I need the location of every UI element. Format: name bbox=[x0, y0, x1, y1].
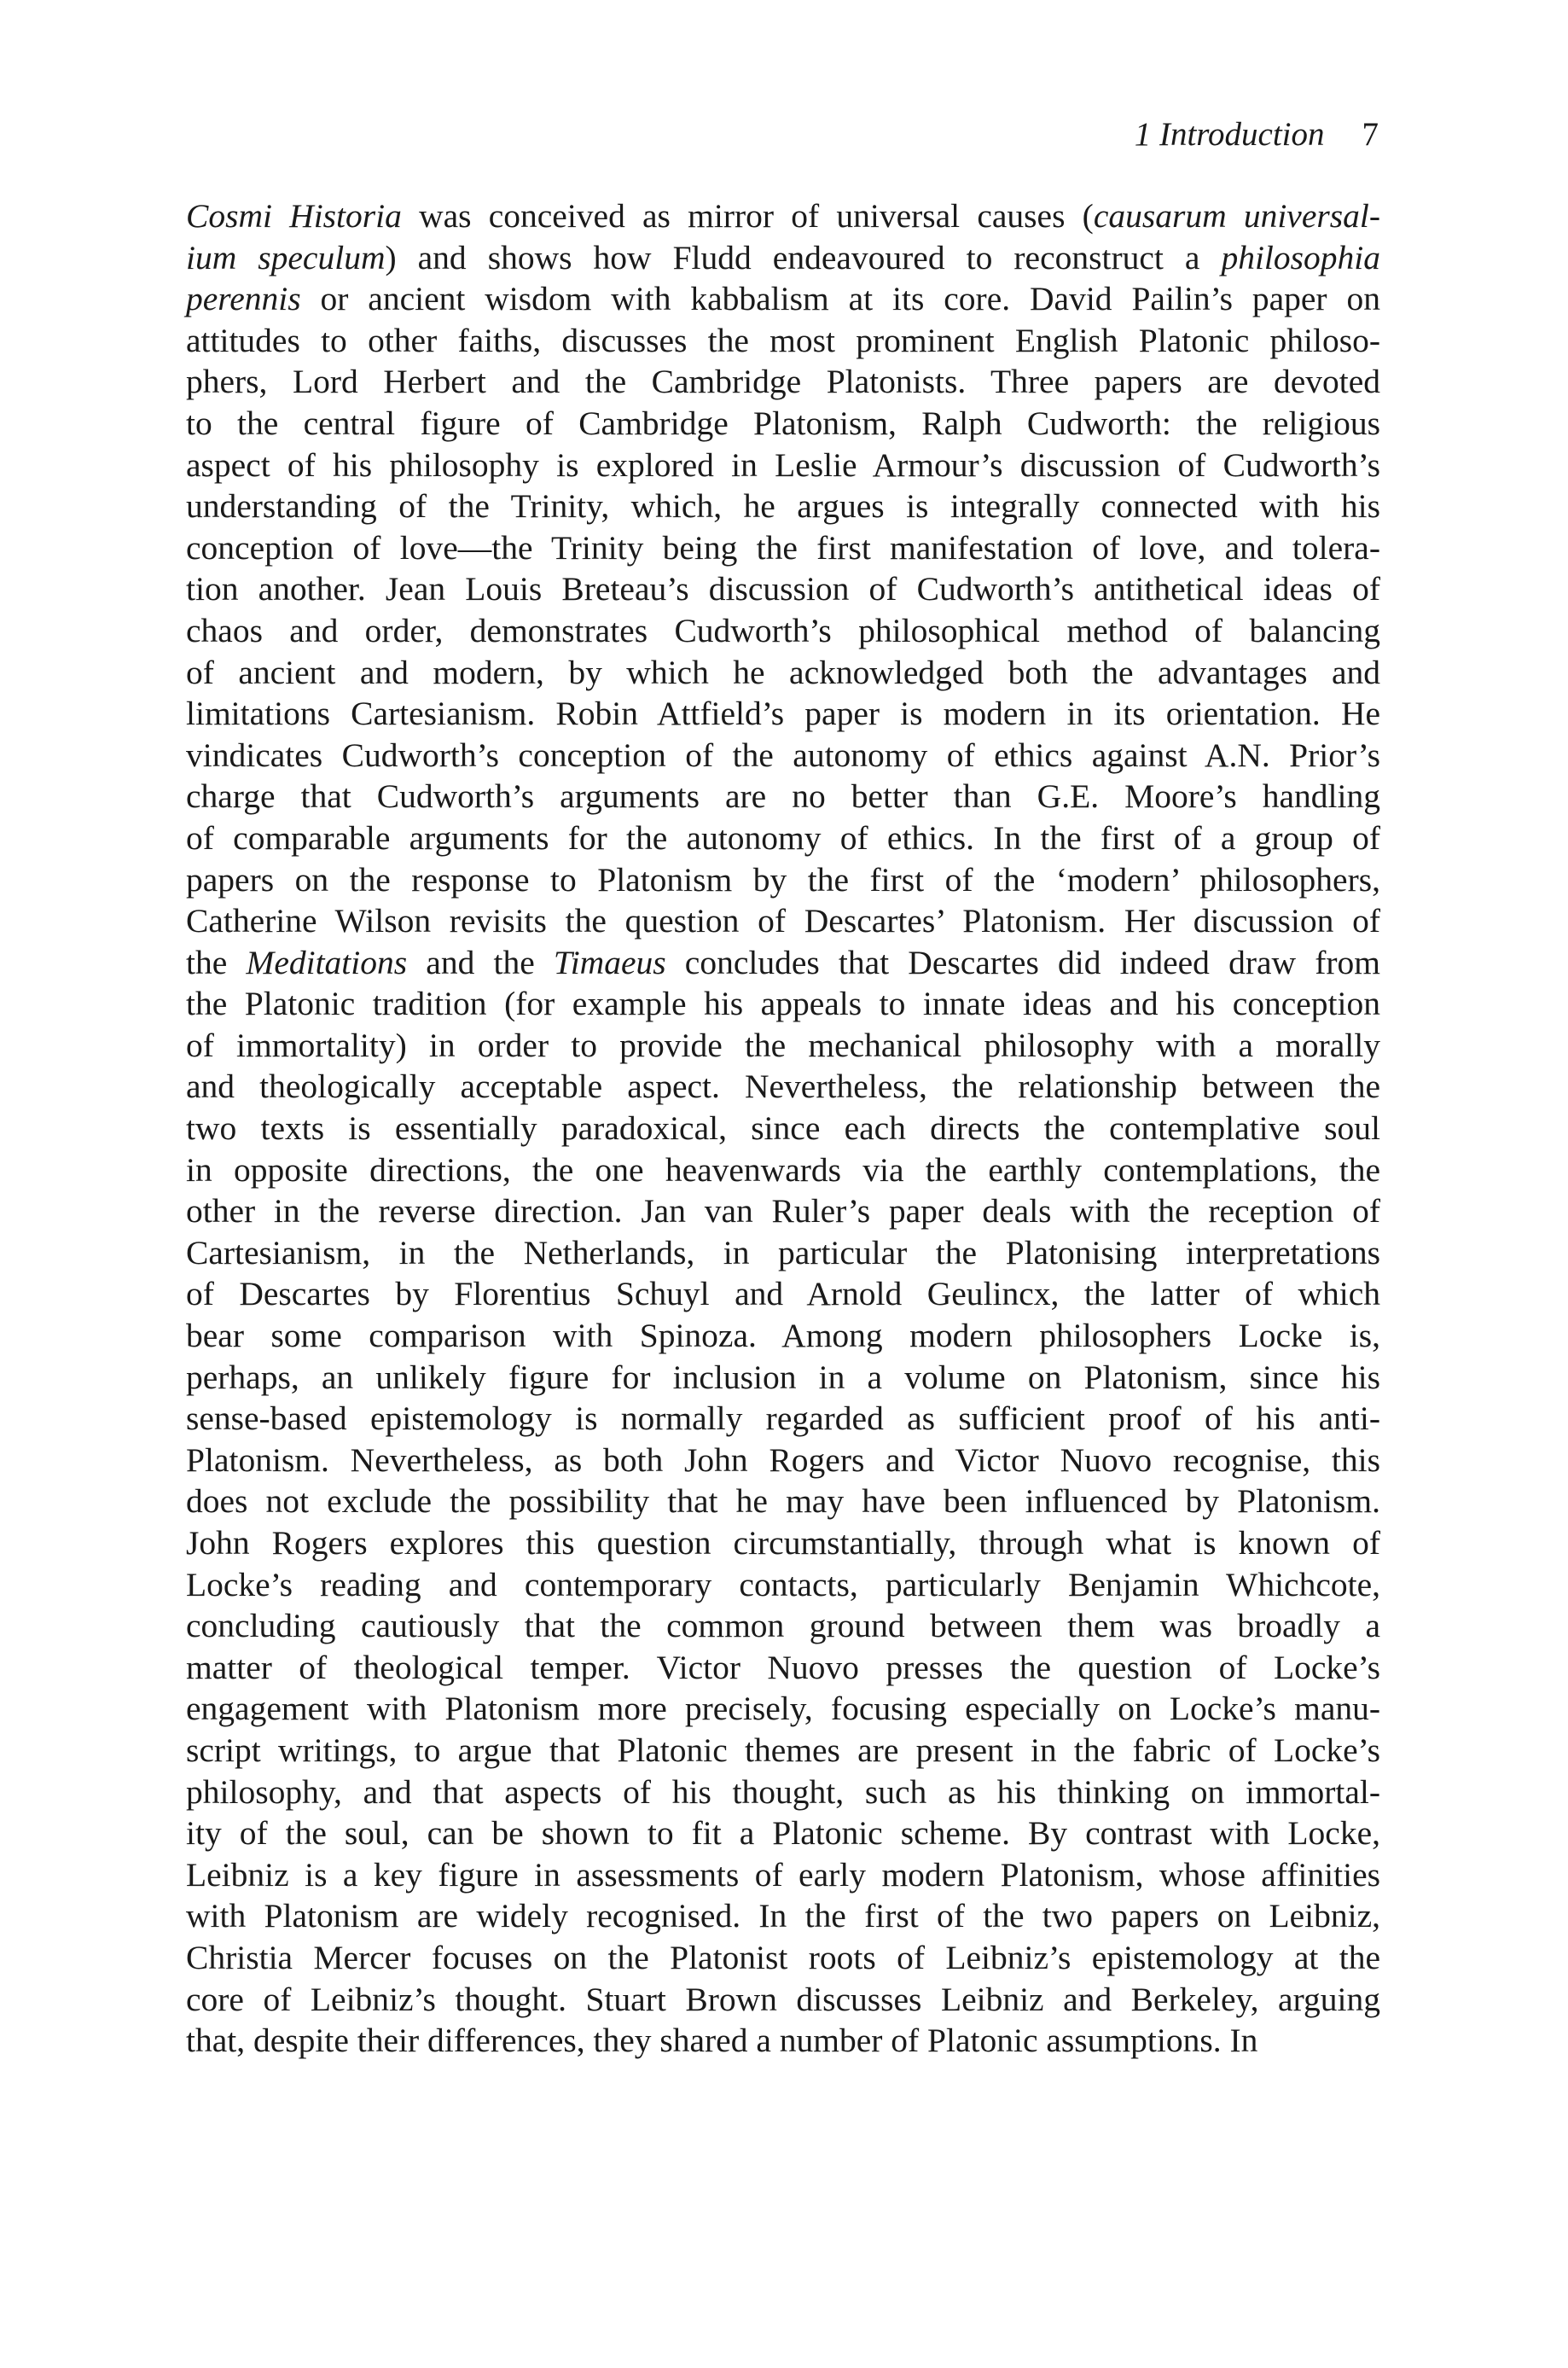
text-run: and the bbox=[407, 943, 554, 981]
text-run: concluding cautiously that the common ground between them was broadly a bbox=[186, 1607, 1380, 1645]
text-line bbox=[186, 1937, 1380, 1979]
text-run: bear some comparison with Spinoza. Among modern philosophers Locke is, bbox=[186, 1317, 1380, 1355]
text-line bbox=[186, 1730, 1380, 1772]
text-run: ) and shows how Fludd endeavoured to reconstruct a bbox=[385, 238, 1222, 276]
text-line bbox=[186, 610, 1380, 652]
text-line bbox=[186, 1605, 1380, 1647]
text-run: script writings, to argue that Platonic themes are present in the fabric of Locke’s bbox=[186, 1731, 1380, 1769]
text-run: of Descartes by Florentius Schuyl and Arnold Geulincx, the latter of which bbox=[186, 1275, 1380, 1313]
text-run: understanding of the Trinity, which, he argues is integrally connected with his bbox=[186, 487, 1380, 526]
text-run: Leibniz is a key figure in assessments of early modern Platonism, whose affinities bbox=[186, 1855, 1380, 1894]
text-run: John Rogers explores this question circumstantially, through what is known of bbox=[186, 1524, 1380, 1562]
text-run: perhaps, an unlikely figure for inclusion in a volume on Platonism, since his bbox=[186, 1358, 1380, 1396]
text-run: ity of the soul, can be shown to fit a Platonic scheme. By contrast with Locke, bbox=[186, 1814, 1380, 1853]
text-run: of ancient and modern, by which he acknowledged both the advantages and bbox=[186, 653, 1380, 691]
text-run: engagement with Platonism more precisely, focusing especially on Locke’s manu- bbox=[186, 1690, 1380, 1728]
text-run: vindicates Cudworth’s conception of the autonomy of ethics against A.N. Prior’s bbox=[186, 736, 1380, 774]
text-line bbox=[186, 735, 1380, 777]
text-line bbox=[186, 1979, 1380, 2021]
text-run: Christia Mercer focuses on the Platonist roots of Leibniz’s epistemology at the bbox=[186, 1938, 1380, 1976]
text-run: the Platonic tradition (for example his appeals to innate ideas and his conception bbox=[186, 985, 1380, 1023]
text-run: concludes that Descartes did indeed draw from bbox=[665, 943, 1380, 981]
text-line bbox=[186, 1564, 1380, 1606]
text-run: was conceived as mirror of universal causes ( bbox=[401, 197, 1094, 235]
text-line bbox=[186, 278, 1380, 320]
text-line bbox=[186, 1688, 1380, 1730]
text-line bbox=[186, 1025, 1380, 1067]
italic-text: Timaeus bbox=[553, 943, 666, 981]
body-paragraph bbox=[186, 195, 1380, 2062]
text-line bbox=[186, 1357, 1380, 1399]
text-line bbox=[186, 1772, 1380, 1813]
text-line bbox=[186, 237, 1380, 279]
running-head bbox=[1135, 115, 1379, 154]
text-run: Cartesianism, in the Netherlands, in particular the Platonising interpretations bbox=[186, 1233, 1380, 1271]
text-run: does not exclude the possibility that he may have been influenced by Platonism. bbox=[186, 1482, 1380, 1521]
text-line bbox=[186, 361, 1380, 403]
text-line bbox=[186, 1066, 1380, 1108]
text-run: and theologically acceptable aspect. Nevertheless, the relationship between the bbox=[186, 1068, 1380, 1106]
text-line bbox=[186, 195, 1380, 237]
text-line bbox=[186, 1273, 1380, 1315]
text-run: with Platonism are widely recognised. In the first of the two papers on Leibniz, bbox=[186, 1897, 1380, 1935]
text-line bbox=[186, 1854, 1380, 1896]
text-line bbox=[186, 859, 1380, 901]
text-line bbox=[186, 900, 1380, 942]
text-run: that, despite their differences, they shared a number of Platonic assumptions. In bbox=[186, 2022, 1258, 2060]
text-run: charge that Cudworth’s arguments are no better than G.E. Moore’s handling bbox=[186, 777, 1380, 816]
text-line bbox=[186, 1232, 1380, 1274]
text-run: to the central figure of Cambridge Platonism, Ralph Cudworth: the religious bbox=[186, 404, 1380, 442]
text-run: aspect of his philosophy is explored in Leslie Armour’s discussion of Cudworth’s bbox=[186, 445, 1380, 484]
text-line bbox=[186, 568, 1380, 610]
text-run: of immortality) in order to provide the mechanical philosophy with a morally bbox=[186, 1026, 1380, 1064]
text-line bbox=[186, 320, 1380, 362]
italic-text: Cosmi Historia bbox=[186, 197, 402, 235]
page-number: 7 bbox=[1362, 116, 1379, 153]
text-run: Locke’s reading and contemporary contacts, particularly Benjamin Whichcote, bbox=[186, 1565, 1380, 1603]
text-line bbox=[186, 1315, 1380, 1357]
text-line bbox=[186, 2020, 1380, 2062]
text-run: in opposite directions, the one heavenwards via the earthly contemplations, the bbox=[186, 1150, 1380, 1189]
text-line bbox=[186, 445, 1380, 486]
text-line bbox=[186, 693, 1380, 735]
text-line bbox=[186, 652, 1380, 694]
text-line bbox=[186, 403, 1380, 445]
text-run: philosophy, and that aspects of his thought, such as his thinking on immortal- bbox=[186, 1772, 1380, 1811]
text-line bbox=[186, 1108, 1380, 1149]
text-run: papers on the response to Platonism by the first of the ‘modern’ philosophers, bbox=[186, 860, 1380, 899]
text-line bbox=[186, 527, 1380, 569]
text-line bbox=[186, 1522, 1380, 1564]
text-run: of comparable arguments for the autonomy of ethics. In the first of a group of bbox=[186, 818, 1380, 857]
text-run: or ancient wisdom with kabbalism at its core. David Pailin’s paper on bbox=[300, 280, 1380, 318]
text-run: two texts is essentially paradoxical, since each directs the contemplative soul bbox=[186, 1109, 1380, 1148]
text-line bbox=[186, 1647, 1380, 1689]
italic-text: causarum universal- bbox=[1093, 197, 1380, 235]
text-run: core of Leibniz’s thought. Stuart Brown discusses Leibniz and Berkeley, arguing bbox=[186, 1980, 1380, 2018]
text-run: matter of theological temper. Victor Nuovo presses the question of Locke’s bbox=[186, 1648, 1380, 1686]
text-line bbox=[186, 1398, 1380, 1440]
chapter-title: 1 Introduction bbox=[1134, 116, 1325, 153]
italic-text: philosophia bbox=[1221, 238, 1380, 276]
italic-text: ium speculum bbox=[186, 238, 386, 276]
text-run: attitudes to other faiths, discusses the most prominent English Platonic philoso- bbox=[186, 321, 1380, 359]
text-run: conception of love—the Trinity being the first manifestation of love, and tolera- bbox=[186, 528, 1380, 567]
text-run: limitations Cartesianism. Robin Attfield’s paper is modern in its orientation. He bbox=[186, 695, 1380, 733]
text-run: other in the reverse direction. Jan van Ruler’s paper deals with the reception of bbox=[186, 1192, 1380, 1231]
text-line bbox=[186, 1812, 1380, 1854]
text-line bbox=[186, 776, 1380, 817]
text-run: Catherine Wilson revisits the question of Descartes’ Platonism. Her discussion of bbox=[186, 902, 1380, 940]
text-line bbox=[186, 1190, 1380, 1232]
text-line bbox=[186, 1481, 1380, 1522]
text-run: sense-based epistemology is normally regarded as sufficient proof of his anti- bbox=[186, 1399, 1380, 1438]
italic-text: Meditations bbox=[246, 943, 408, 981]
text-run: phers, Lord Herbert and the Cambridge Platonists. Three papers are devoted bbox=[186, 363, 1380, 401]
text-run: chaos and order, demonstrates Cudworth’s philosophical method of balancing bbox=[186, 611, 1380, 649]
text-line bbox=[186, 817, 1380, 859]
text-run: Platonism. Nevertheless, as both John Rogers and Victor Nuovo recognise, this bbox=[186, 1440, 1380, 1479]
text-line bbox=[186, 1149, 1380, 1191]
text-line bbox=[186, 1895, 1380, 1937]
text-run: the bbox=[186, 943, 247, 981]
text-line bbox=[186, 486, 1380, 527]
text-line bbox=[186, 1440, 1380, 1481]
text-line bbox=[186, 942, 1380, 984]
text-run: tion another. Jean Louis Breteau’s discussion of Cudworth’s antithetical ideas of bbox=[186, 570, 1380, 608]
text-line bbox=[186, 983, 1380, 1025]
italic-text: perennis bbox=[186, 280, 301, 318]
